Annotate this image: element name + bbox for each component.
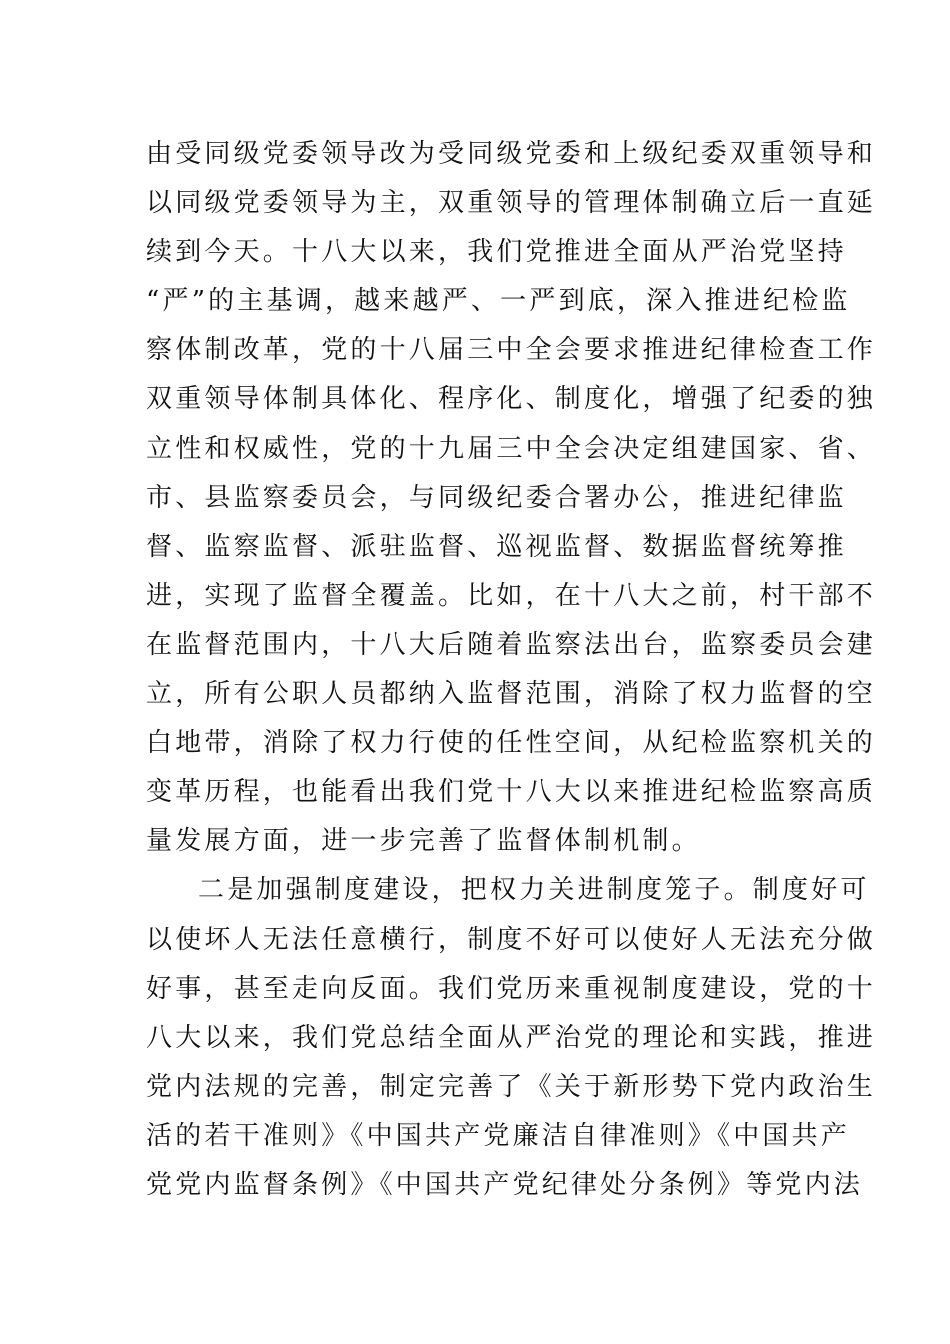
text-line: 立，所有公职人员都纳入监督范围，消除了权力监督的空 — [146, 679, 877, 710]
text-line: 活的若干准则》《中国共产党廉洁自律准则》《中国共产 — [146, 1120, 851, 1151]
text-line: 以同级党委领导为主，双重领导的管理体制确立后一直延 — [146, 188, 877, 219]
text-line: 好事，甚至走向反面。我们党历来重视制度建设，党的十 — [146, 973, 877, 1004]
document-body — [146, 130, 877, 1210]
text-line: 党党内监督条例》《中国共产党纪律处分条例》等党内法 — [146, 1169, 864, 1200]
text-line: 市、县监察委员会，与同级纪委合署办公，推进纪律监 — [146, 482, 847, 513]
text-line: 以使坏人无法任意横行，制度不好可以使好人无法充分做 — [146, 924, 877, 955]
paragraph-start-line: 二是加强制度建设，把权力关进制度笼子。制度好可 — [198, 875, 870, 906]
text-line: 由受同级党委领导改为受同级党委和上级纪委双重领导和 — [146, 139, 877, 169]
text-line: 在监督范围内，十八大后随着监察法出台，监察委员会建 — [146, 629, 877, 660]
text-line: 量发展方面，进一步完善了监督体制机制。 — [146, 826, 701, 857]
text-line: 督、监察监督、派驻监督、巡视监督、数据监督统筹推 — [146, 531, 847, 562]
text-line: 双重领导体制具体化、程序化、制度化，增强了纪委的独 — [146, 384, 877, 415]
text-line: 察体制改革，党的十八届三中全会要求推进纪律检查工作 — [146, 335, 877, 366]
text-line: 立性和权威性，党的十九届三中全会决定组建国家、省、 — [146, 433, 877, 464]
text-line: 八大以来，我们党总结全面从严治党的理论和实践，推进 — [146, 1022, 877, 1053]
text-line: 白地带，消除了权力行使的任性空间，从纪检监察机关的 — [146, 728, 877, 759]
text-line: 续到今天。十八大以来，我们党推进全面从严治党坚持 — [146, 237, 847, 268]
text-line: “严”的主基调，越来越严、一严到底，深入推进纪检监 — [146, 286, 851, 317]
text-line: 变革历程，也能看出我们党十八大以来推进纪检监察高质 — [146, 777, 877, 808]
text-line: 党内法规的完善，制定完善了《关于新形势下党内政治生 — [146, 1071, 877, 1102]
text-line: 进，实现了监督全覆盖。比如，在十八大之前，村干部不 — [146, 580, 877, 611]
